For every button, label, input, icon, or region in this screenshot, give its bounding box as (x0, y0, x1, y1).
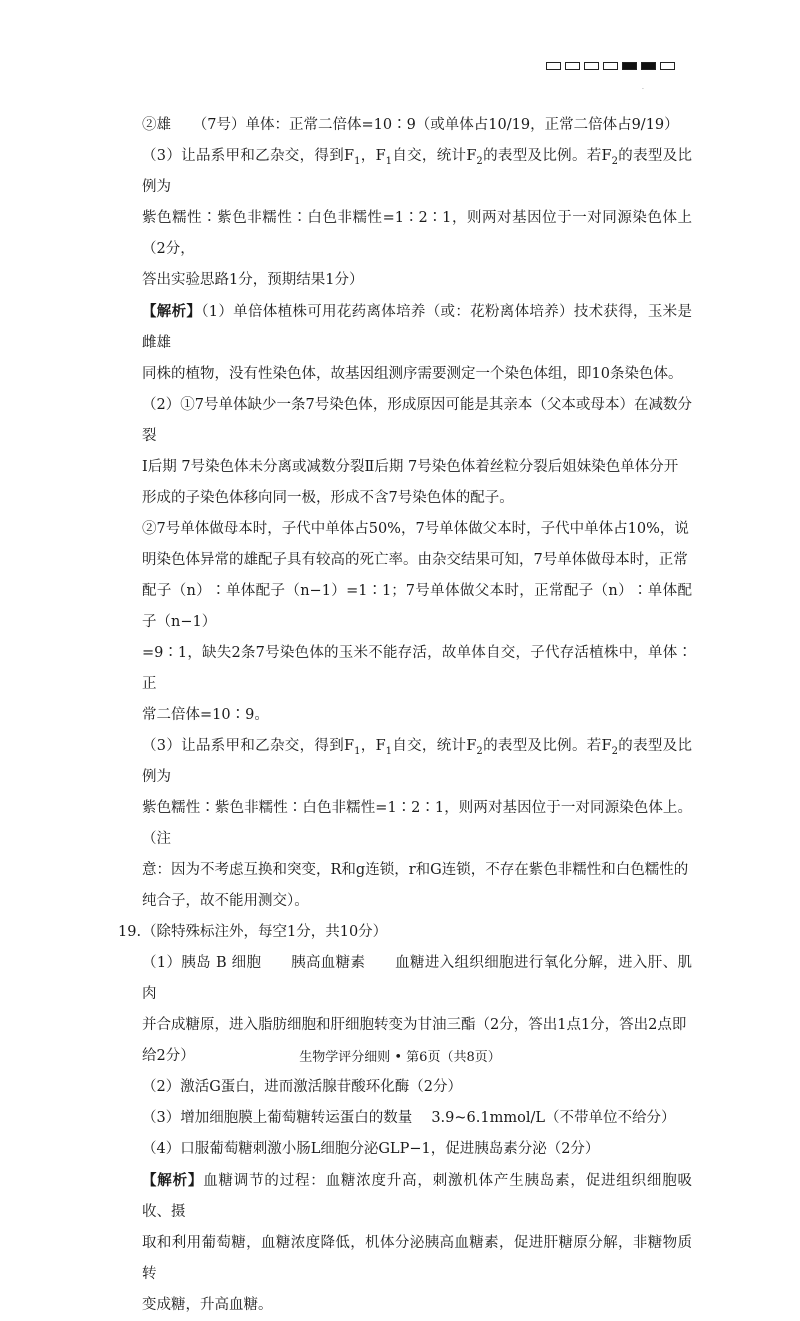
page-mark (584, 62, 599, 70)
analysis-line: （3）让品系甲和乙杂交，得到$F_1$，$F_1$自交，统计$F_2$的表型及比例。若$F_2$的表型及比例为 (142, 738, 693, 785)
page-progress-marks (546, 62, 675, 70)
analysis-line: 形成的子染色体移向同一极，形成不含7号染色体的配子。 (142, 490, 514, 506)
page-mark-filled (622, 62, 637, 70)
analysis-line: 紫色糯性∶紫色非糯性∶白色非糯性=1∶2∶1，则两对基因位于一对同源染色体上。（注 (142, 800, 692, 847)
page-footer: 生物学评分细则 • 第6页（共8页） (299, 1050, 501, 1065)
analysis-label: 【解析】 (142, 303, 202, 320)
analysis-line: ②7号单体做母本时，子代中单体占50%，7号单体做父本时，子代中单体占10%，说 (142, 521, 689, 537)
answer-line: 给2分） (142, 1048, 195, 1064)
analysis-line: 变成糖，升高血糖。 (142, 1297, 273, 1313)
analysis-line: 取和利用葡萄糖，血糖浓度降低，机体分泌胰高血糖素，促进肝糖原分解，非糖物质转 (142, 1235, 692, 1282)
analysis-line: 【解析】（1）单倍体植株可用花药离体培养（或：花粉离体培养）技术获得，玉米是雌雄 (142, 303, 692, 351)
page-mark (603, 62, 618, 70)
question-19-heading: 19.（除特殊标注外，每空1分，共10分） (118, 917, 692, 948)
decorative-dot: . (642, 84, 644, 91)
answer-line: （4）口服葡萄糖刺激小肠L细胞分泌GLP−1，促进胰岛素分泌（2分） (142, 1141, 600, 1157)
analysis-label: 【解析】 (142, 1172, 204, 1189)
page-mark (660, 62, 675, 70)
page-mark-filled (641, 62, 656, 70)
document-body (118, 110, 692, 1321)
page-mark (546, 62, 561, 70)
analysis-line: 明染色体异常的雄配子具有较高的死亡率。由杂交结果可知，7号单体做母本时，正常 (142, 552, 688, 568)
answer-line: 并合成糖原，进入脂肪细胞和肝细胞转变为甘油三酯（2分，答出1点1分，答出2点即 (142, 1017, 687, 1033)
page-mark (565, 62, 580, 70)
answer-line: 紫色糯性∶紫色非糯性∶白色非糯性=1∶2∶1，则两对基因位于一对同源染色体上（2分， (142, 210, 692, 257)
analysis-line: =9∶1，缺失2条7号染色体的玉米不能存活，故单体自交，子代存活植株中，单体∶正 (142, 645, 692, 692)
answer-line: 答出实验思路1分，预期结果1分） (142, 272, 364, 288)
analysis-line: 常二倍体=10∶9。 (142, 707, 269, 723)
analysis-line: Ⅰ后期 7号染色体未分离或减数分裂Ⅱ后期 7号染色体着丝粒分裂后姐妹染色单体分开 (142, 459, 679, 475)
answer-line: （2）激活G蛋白，进而激活腺苷酸环化酶（2分） (142, 1079, 463, 1095)
answer-line: ②雄 （7号）单体：正常二倍体=10∶9（或单体占10/19，正常二倍体占9/19） (142, 117, 679, 133)
analysis-line: 同株的植物，没有性染色体，故基因组测序需要测定一个染色体组，即10条染色体。 (142, 366, 683, 382)
question-number: 19. (118, 924, 142, 940)
answer-line: （1）胰岛 B 细胞 胰高血糖素 血糖进入组织细胞进行氧化分解，进入肝、肌肉 (142, 955, 692, 1002)
answer-line: （3）增加细胞膜上葡萄糖转运蛋白的数量 3.9~6.1mmol/L（不带单位不给分） (142, 1110, 676, 1126)
analysis-line: 【解析】血糖调节的过程：血糖浓度升高，刺激机体产生胰岛素，促进组织细胞吸收、摄 (142, 1172, 693, 1220)
answer-line: （3）让品系甲和乙杂交，得到$F_1$，$F_1$自交，统计$F_2$的表型及比例。若$F_2$的表型及比例为 (142, 148, 693, 195)
analysis-line: 意：因为不考虑互换和突变，R和g连锁，r和G连锁，不存在紫色非糯性和白色糯性的 (142, 862, 689, 878)
analysis-line: 纯合子，故不能用测交）。 (142, 893, 309, 909)
analysis-line: 配子（n）∶单体配子（n−1）=1∶1；7号单体做父本时，正常配子（n）∶单体配子（n−1） (142, 583, 692, 630)
analysis-line: （2）①7号单体缺少一条7号染色体，形成原因可能是其亲本（父本或母本）在减数分裂 (142, 397, 692, 444)
